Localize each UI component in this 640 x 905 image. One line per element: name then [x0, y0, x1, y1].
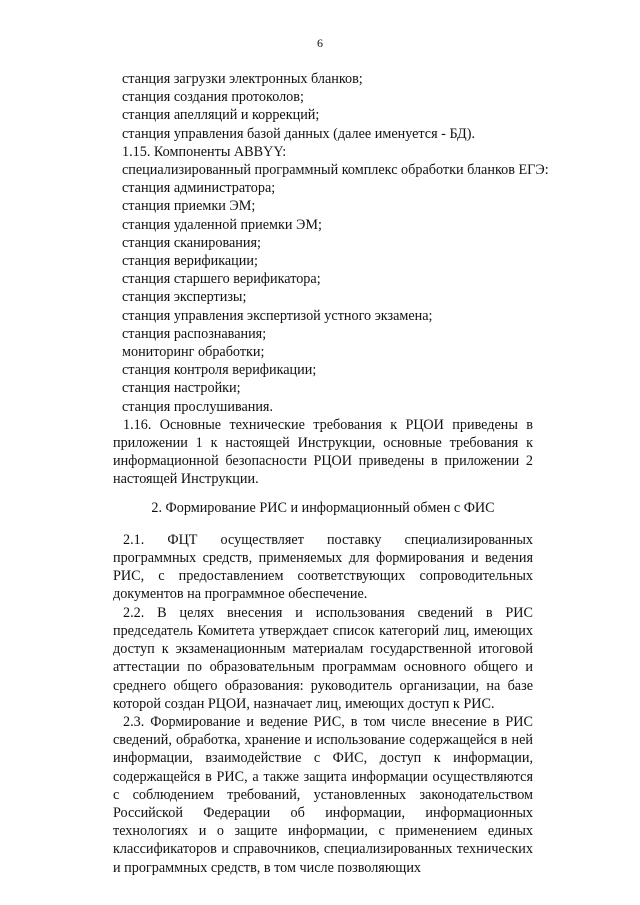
list-item: станция управления экспертизой устного экзамена; — [122, 307, 433, 324]
list-item: станция настройки; — [122, 380, 241, 397]
list-item: специализированный программный комплекс обработки бланков ЕГЭ: — [122, 162, 549, 179]
paragraph-2-1: 2.1. ФЦТ осуществляет поставку специализированных программных средств, применяемых для формирования и ведения РИС, с предоставлением соответствующих сопроводительных документов на программное обеспечение. — [113, 531, 533, 603]
list-item: станция удаленной приемки ЭМ; — [122, 216, 322, 233]
paragraph-1-16: 1.16. Основные технические требования к РЦОИ приведены в приложении 1 к настоящей Инструкции, основные требования к информационной безопасности РЦОИ приведены в приложении 2 настоящей Инструкции. — [113, 416, 533, 488]
section-2-heading: 2. Формирование РИС и информационный обмен с ФИС — [151, 499, 495, 516]
list-item: станция приемки ЭМ; — [122, 198, 256, 215]
section-1-15-title: 1.15. Компоненты ABBYY: — [122, 143, 287, 160]
page-number: 6 — [317, 36, 323, 50]
list-item: станция экспертизы; — [122, 289, 247, 306]
list-item: станция распознавания; — [122, 325, 267, 342]
list-item: станция контроля верификации; — [122, 362, 317, 379]
list-item: станция апелляций и коррекций; — [122, 107, 320, 124]
list-item: станция старшего верификатора; — [122, 271, 321, 288]
list-item: станция управления базой данных (далее именуется - БД). — [122, 125, 476, 142]
list-item: станция прослушивания. — [122, 398, 274, 415]
list-item: мониторинг обработки; — [122, 344, 265, 361]
list-item: станция загрузки электронных бланков; — [122, 71, 363, 87]
paragraph-2-3: 2.3. Формирование и ведение РИС, в том числе внесение в РИС сведений, обработка, хранение и использование содержащейся в ней информации, взаимодействие с ФИС, доступ к информации, содержащейся в РИС, а также защита информации осуществляются с соблюдением требований, установленных законодательством Российской Федерации об информации, информационных технологиях и о защите информации, с применением единых классификаторов и справочников, специализированных технических и программных средств, в том числе позволяющих — [113, 713, 533, 876]
list-item: станция администратора; — [122, 180, 276, 197]
list-item: станция создания протоколов; — [122, 89, 304, 106]
list-item: станция сканирования; — [122, 234, 261, 251]
paragraph-2-2: 2.2. В целях внесения и использования сведений в РИС председатель Комитета утверждает список категорий лиц, имеющих доступ к экзаменационным материалам государственной итоговой аттестации по образовательным программам основного общего и среднего общего образования: руководитель организации, на базе которой создан РЦОИ, назначает лиц, имеющих доступ к РИС. — [113, 604, 533, 712]
document-content — [113, 70, 549, 877]
list-item: станция верификации; — [122, 253, 258, 270]
